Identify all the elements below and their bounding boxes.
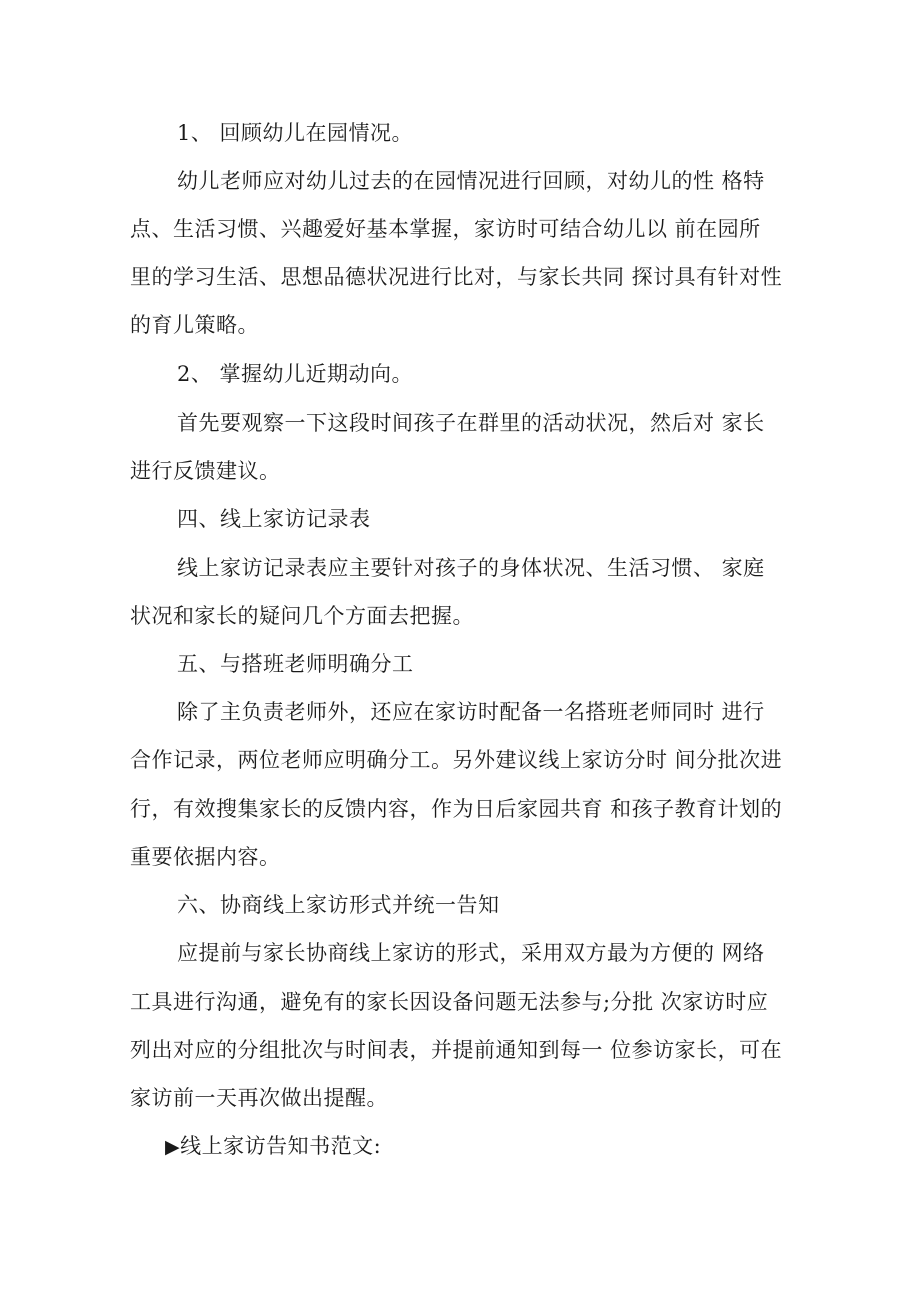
paragraph-line: 重要依据内容。 [130, 845, 281, 869]
section-4-heading: 四、线上家访记录表 [177, 507, 371, 531]
paragraph-line: 首先要观察一下这段时间孩子在群里的活动状况，然后对 家长 [177, 411, 765, 435]
paragraph-line: 里的学习生活、思想品德状况进行比对，与家长共同 探讨具有针对性 [130, 265, 783, 289]
paragraph-line: 进行反馈建议。 [130, 459, 281, 483]
paragraph-line: 线上家访记录表应主要针对孩子的身体状况、生活习惯、 家庭 [177, 556, 765, 580]
paragraph-line: 列出对应的分组批次与时间表，并提前通知到每一 位参访家长，可在 [130, 1038, 783, 1062]
sample-letter-label: 线上家访告知书范文: [180, 1134, 382, 1158]
paragraph-line: 合作记录，两位老师应明确分工。另外建议线上家访分时 间分批次进 [130, 748, 783, 772]
item-1-heading: 1、 回顾幼儿在园情况。 [177, 121, 414, 145]
paragraph-line: 点、生活习惯、兴趣爱好基本掌握，家访时可结合幼儿以 前在园所 [130, 217, 761, 241]
paragraph-line: 行，有效搜集家长的反馈内容，作为日后家园共育 和孩子教育计划的 [130, 797, 783, 821]
paragraph-line: 家访前一天再次做出提醒。 [130, 1086, 388, 1110]
section-6-heading: 六、协商线上家访形式并统一告知 [177, 893, 500, 917]
paragraph-line: 工具进行沟通，避免有的家长因设备问题无法参与;分批 次家访时应 [130, 990, 769, 1014]
paragraph-line: 的育儿策略。 [130, 313, 259, 337]
paragraph-line: 幼儿老师应对幼儿过去的在园情况进行回顾，对幼儿的性 格特 [177, 169, 765, 193]
paragraph-line: 应提前与家长协商线上家访的形式，采用双方最为方便的 网络 [177, 941, 765, 965]
item-2-heading: 2、 掌握幼儿近期动向。 [177, 362, 414, 386]
sample-letter-heading [0, 1131, 920, 1162]
triangle-bullet-icon: ▶ [165, 1136, 181, 1158]
paragraph-line: 除了主负责老师外，还应在家访时配备一名搭班老师同时 进行 [177, 700, 765, 724]
section-5-heading: 五、与搭班老师明确分工 [177, 652, 414, 676]
paragraph-line: 状况和家长的疑问几个方面去把握。 [130, 604, 474, 628]
